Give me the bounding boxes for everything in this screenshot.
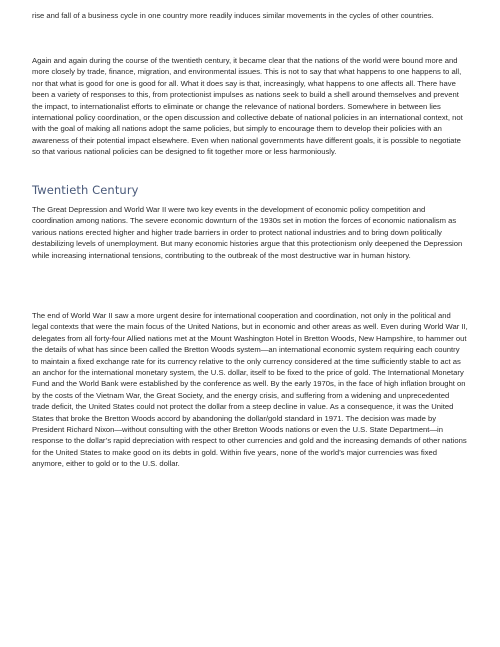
paragraph: The Great Depression and World War II were two key events in the development of economic policy competition and coordination among nations. The severe economic downturn of the 1930s set in motion the forces of economic nationalism as various nations erected higher and higher trade barriers in order to protect national industries and to bring down politically destabilizing levels of unemployment. But many economic histories argue that this protectionism only deepened the Depression while increasing international tensions, contributing to the outbreak of the most destructive war in human history. — [32, 205, 463, 260]
paragraph: Again and again during the course of the twentieth century, it became clear that the nations of the world were bound more and more closely by trade, finance, migration, and environmental issues. This is not to say that what happens to one happens to all, nor that what is good for one is good for all. What it does say is that, increasingly, what happens to one affects all. There have been a variety of responses to this, from protectionist impulses as nations seek to build a shell around themselves and prevent the impact, to internationalist efforts to eliminate or change the relevance of national borders. Somewhere in between lies international policy coordination, or the open discussion and collective debate of national policies in an international context, not with the goal of making all nations adopt the same policies, but simply to encourage them to develop their policies with an awareness of their potential impact elsewhere. Even when national governments have different goals, it is possible to negotiate so that various national policies can be designed to fit together more or less harmoniously. — [32, 56, 463, 157]
paragraph: rise and fall of a business cycle in one country more readily induces similar movements in the cycles of other countries. — [32, 11, 434, 20]
paragraph: The end of World War II saw a more urgent desire for international cooperation and coordination, not only in the political and legal contexts that were the main focus of the United Nations, but in economic and other areas as well. Even during World War II, delegates from all forty-four Allied nations met at the Mount Washington Hotel in Bretton Woods, New Hampshire, to hammer out the details of what has since been called the Bretton Woods system—an international economic system requiring each country to maintain a fixed exchange rate for its currency relative to the only currency considered at the time sufficiently stable to act as an anchor for the international monetary system, the U.S. dollar, itself to be fixed to the price of gold. The International Monetary Fund and the World Bank were established by the conference as well. By the early 1970s, in the face of high inflation brought on by the costs of the Vietnam War, the Great Society, and the energy crisis, and suffering from a widening and unprecedented trade deficit, the United States could not protect the dollar from a steep decline in value. As a consequence, it was the United States that broke the Bretton Woods accord by abandoning the dollar/gold standard in 1971. The decision was made by President Richard Nixon—without consulting with the other Bretton Woods nations or even the U.S. State Department—in response to the dollar’s rapid depreciation with respect to other currencies and gold and the increasing demands of other nations for the United States to make good on its debts in gold. Within five years, none of the world’s major currencies was fixed anymore, either to gold or to the U.S. dollar. — [32, 311, 468, 469]
section-heading: Twentieth Century — [32, 183, 139, 197]
